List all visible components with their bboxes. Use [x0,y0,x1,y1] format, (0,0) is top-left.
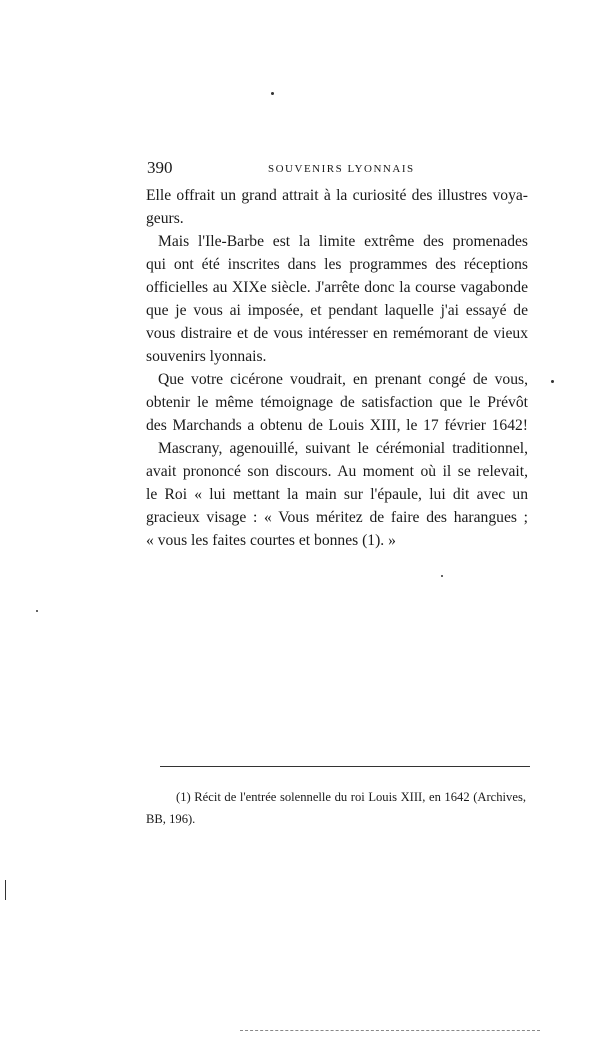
text-line: souvenirs lyonnais. [146,348,267,365]
scan-speck [5,880,6,900]
page-number: 390 [147,158,173,177]
text-line: le Roi « lui mettant la main sur l'épaule, lui dit avec un [146,486,528,503]
text-line: Elle offrait un grand attrait à la curiosité des illustres voya- [146,187,528,204]
footnote-rule [160,766,530,767]
scan-speck [441,575,443,577]
text-line: geurs. [146,210,184,227]
text-line: qui ont été inscrites dans les programmes des réceptions [146,256,528,273]
text-line: des Marchands a obtenu de Louis XIII, le 17 février 1642! [146,417,528,434]
text-line: obtenir le même témoignage de satisfaction que le Prévôt [146,394,528,411]
running-title: SOUVENIRS LYONNAIS [268,163,415,175]
body-text [146,184,528,552]
text-line: avait prononcé son discours. Au moment où il se relevait, [146,463,528,480]
text-line: gracieux visage : « Vous méritez de faire des harangues ; [146,509,528,526]
text-line: Mais l'Ile-Barbe est la limite extrême des promenades [158,233,528,250]
scan-edge-marks [240,1030,540,1031]
footnote-line: BB, 196). [146,812,196,826]
text-line: officielles au XIXe siècle. J'arrête donc la course vagabonde [146,279,528,296]
footnote [146,786,526,830]
text-line: vous distraire et de vous intéresser en remémorant de vieux [146,325,528,342]
scan-speck [551,380,554,383]
text-line: Mascrany, agenouillé, suivant le cérémonial traditionnel, [158,440,528,457]
footnote-line: (1) Récit de l'entrée solennelle du roi Louis XIII, en 1642 (Archives, [176,790,526,804]
scan-speck [36,610,38,612]
text-line: Que votre cicérone voudrait, en prenant congé de vous, [158,371,528,388]
text-line: « vous les faites courtes et bonnes (1). » [146,532,396,549]
scan-speck [271,92,274,95]
text-line: que je vous ai imposée, et pendant laquelle j'ai essayé de [146,302,528,319]
